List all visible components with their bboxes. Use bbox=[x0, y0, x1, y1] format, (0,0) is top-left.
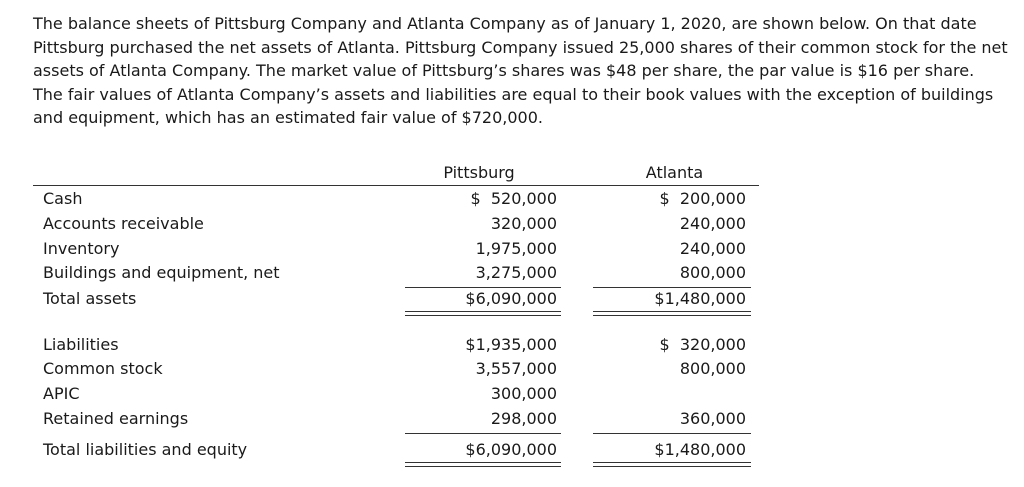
cell-cash-pittsburg: $ 520,000 bbox=[470, 189, 557, 208]
total-le-rule-atlanta bbox=[593, 433, 751, 434]
cell-retained-earnings-pittsburg: 298,000 bbox=[490, 409, 557, 428]
row-label-apic: APIC bbox=[43, 384, 80, 403]
row-label-liabilities: Liabilities bbox=[43, 335, 119, 354]
cell-cash-atlanta: $ 200,000 bbox=[659, 189, 746, 208]
row-label-inventory: Inventory bbox=[43, 239, 120, 258]
row-label-common-stock: Common stock bbox=[43, 359, 163, 378]
cell-common-stock-atlanta: 800,000 bbox=[679, 359, 746, 378]
row-label-total-assets: Total assets bbox=[43, 289, 137, 308]
header-atlanta: Atlanta bbox=[645, 163, 704, 182]
header-pittsburg: Pittsburg bbox=[443, 163, 515, 182]
row-label-accounts-receivable: Accounts receivable bbox=[43, 214, 204, 233]
cell-liabilities-pittsburg: $1,935,000 bbox=[465, 335, 557, 354]
cell-liabilities-atlanta: $ 320,000 bbox=[659, 335, 746, 354]
total-assets-rule-atlanta bbox=[593, 287, 751, 288]
cell-inventory-atlanta: 240,000 bbox=[679, 239, 746, 258]
total-assets-double-rule-atlanta bbox=[593, 311, 751, 316]
cell-ar-pittsburg: 320,000 bbox=[490, 214, 557, 233]
cell-inventory-pittsburg: 1,975,000 bbox=[475, 239, 557, 258]
total-le-double-rule-atlanta bbox=[593, 462, 751, 467]
cell-buildings-atlanta: 800,000 bbox=[679, 263, 746, 282]
cell-total-assets-atlanta: $1,480,000 bbox=[654, 289, 746, 308]
cell-total-le-atlanta: $1,480,000 bbox=[654, 440, 746, 459]
cell-apic-pittsburg: 300,000 bbox=[490, 384, 557, 403]
total-assets-rule-pittsburg bbox=[405, 287, 561, 288]
row-label-total-liabilities-equity: Total liabilities and equity bbox=[43, 440, 248, 459]
row-label-cash: Cash bbox=[43, 189, 83, 208]
cell-common-stock-pittsburg: 3,557,000 bbox=[475, 359, 557, 378]
cell-buildings-pittsburg: 3,275,000 bbox=[475, 263, 557, 282]
cell-total-assets-pittsburg: $6,090,000 bbox=[465, 289, 557, 308]
cell-total-le-pittsburg: $6,090,000 bbox=[465, 440, 557, 459]
cell-ar-atlanta: 240,000 bbox=[679, 214, 746, 233]
problem-text: The balance sheets of Pittsburg Company and Atlanta Company as of January 1, 2020, are shown below. On that date Pittsburg purchased the net assets of Atlanta. Pittsburg Company issued 25,000 shares of their common stock for the net assets of Atlanta Company. The market value of Pittsburg’s shares was $48 per share, the par value is $16 per share. The fair values of Atlanta Company’s assets and liabilities are equal to their book values with the exception of buildings and equipment, which has an estimated fair value of $720,000. bbox=[33, 14, 1008, 127]
header-rule bbox=[33, 185, 759, 186]
row-label-retained-earnings: Retained earnings bbox=[43, 409, 189, 428]
cell-retained-earnings-atlanta: 360,000 bbox=[679, 409, 746, 428]
total-assets-double-rule-pittsburg bbox=[405, 311, 561, 316]
row-label-buildings: Buildings and equipment, net bbox=[43, 263, 280, 282]
total-le-rule-pittsburg bbox=[405, 433, 561, 434]
total-le-double-rule-pittsburg bbox=[405, 462, 561, 467]
